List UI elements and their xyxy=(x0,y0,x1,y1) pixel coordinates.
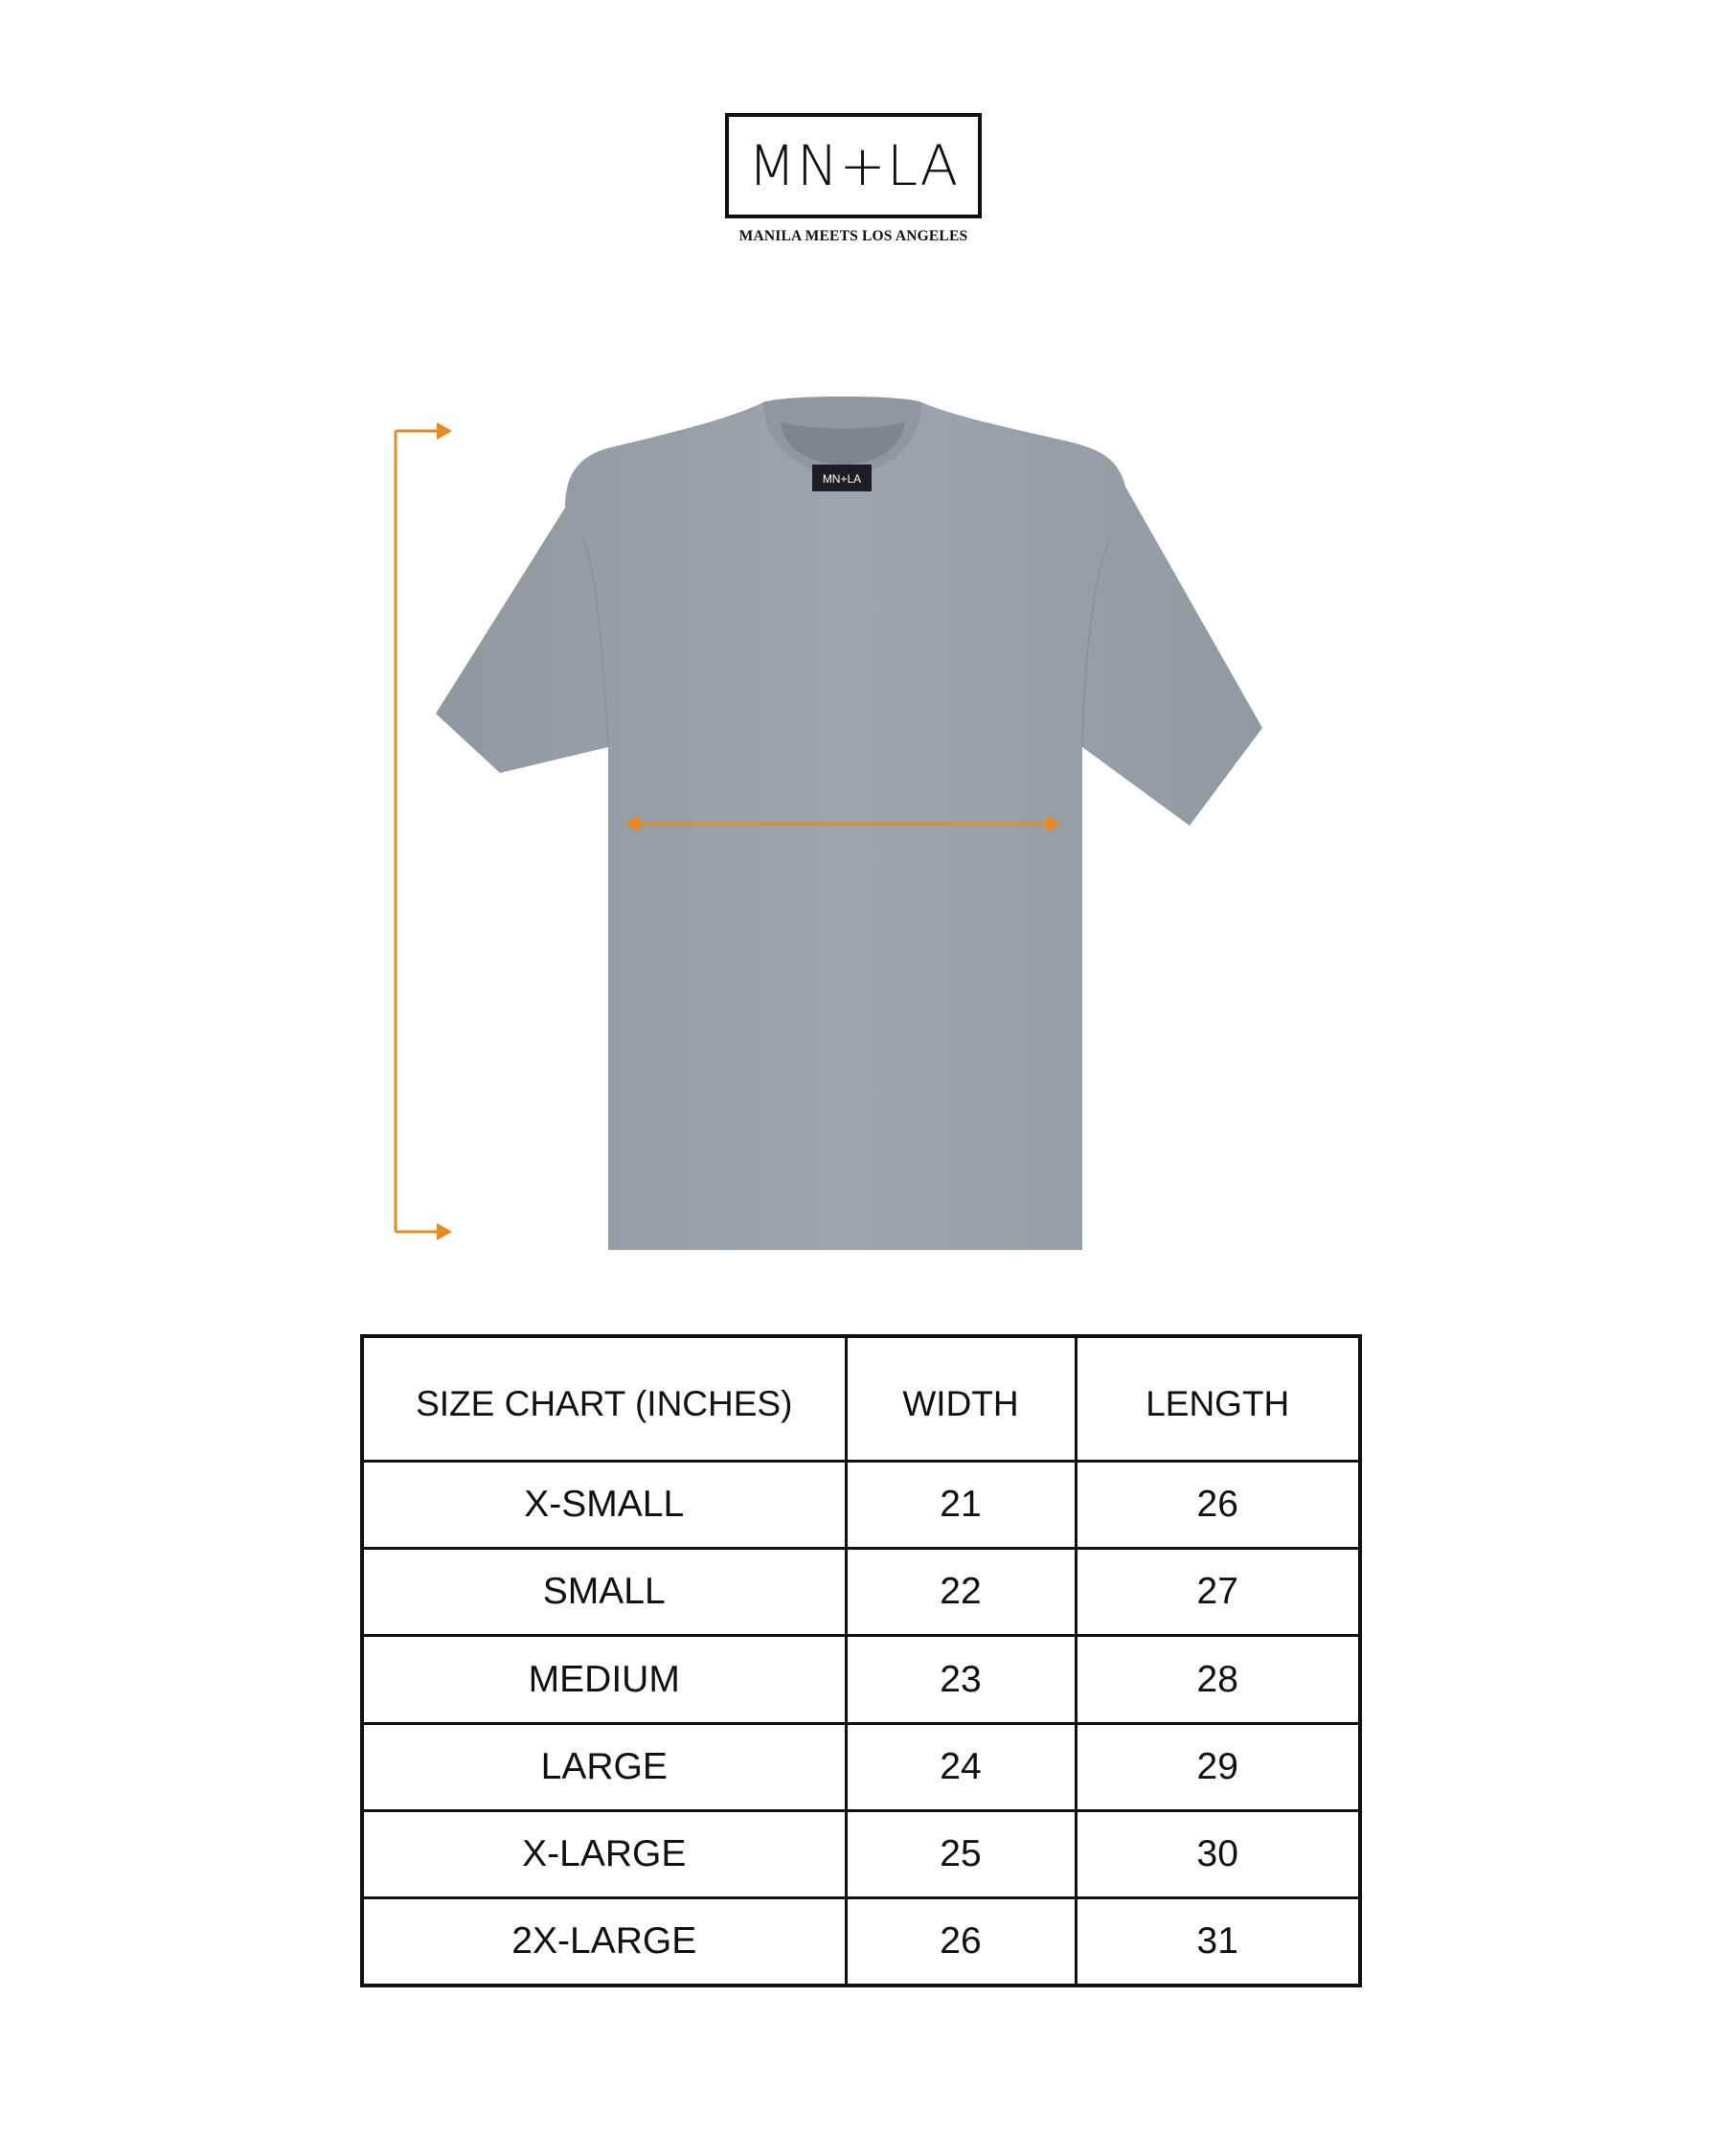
table-row xyxy=(362,1723,1360,1810)
size-cell: MEDIUM xyxy=(362,1636,846,1723)
table-row xyxy=(362,1636,1360,1723)
table-row xyxy=(362,1810,1360,1897)
size-chart-table xyxy=(360,1334,1362,1987)
table-header-row xyxy=(362,1336,1360,1462)
table-row xyxy=(362,1549,1360,1636)
width-cell: 26 xyxy=(846,1897,1076,1986)
header-size-chart: SIZE CHART (INCHES) xyxy=(416,1383,793,1423)
header-width: WIDTH xyxy=(846,1336,1076,1462)
width-cell: 21 xyxy=(846,1462,1076,1549)
length-cell: 30 xyxy=(1076,1810,1360,1897)
table-row xyxy=(362,1462,1360,1549)
length-measure-icon xyxy=(396,422,452,1240)
size-cell: X-LARGE xyxy=(362,1810,846,1897)
width-cell: 23 xyxy=(846,1636,1076,1723)
logo-text: MN+LA xyxy=(747,133,960,198)
size-cell: 2X-LARGE xyxy=(362,1897,846,1986)
size-cell: X-SMALL xyxy=(362,1462,846,1549)
logo-tagline: MANILA MEETS LOS ANGELES xyxy=(738,228,968,244)
header-length: LENGTH xyxy=(1076,1336,1360,1462)
length-cell: 26 xyxy=(1076,1462,1360,1549)
length-cell: 31 xyxy=(1076,1897,1360,1986)
width-cell: 24 xyxy=(846,1723,1076,1810)
size-cell: SMALL xyxy=(362,1549,846,1636)
width-cell: 22 xyxy=(846,1549,1076,1636)
length-cell: 27 xyxy=(1076,1549,1360,1636)
size-cell: LARGE xyxy=(362,1723,846,1810)
neck-label-text: MN+LA xyxy=(822,472,862,486)
width-cell: 25 xyxy=(846,1810,1076,1897)
length-cell: 29 xyxy=(1076,1723,1360,1810)
table-row xyxy=(362,1897,1360,1986)
length-cell: 28 xyxy=(1076,1636,1360,1723)
